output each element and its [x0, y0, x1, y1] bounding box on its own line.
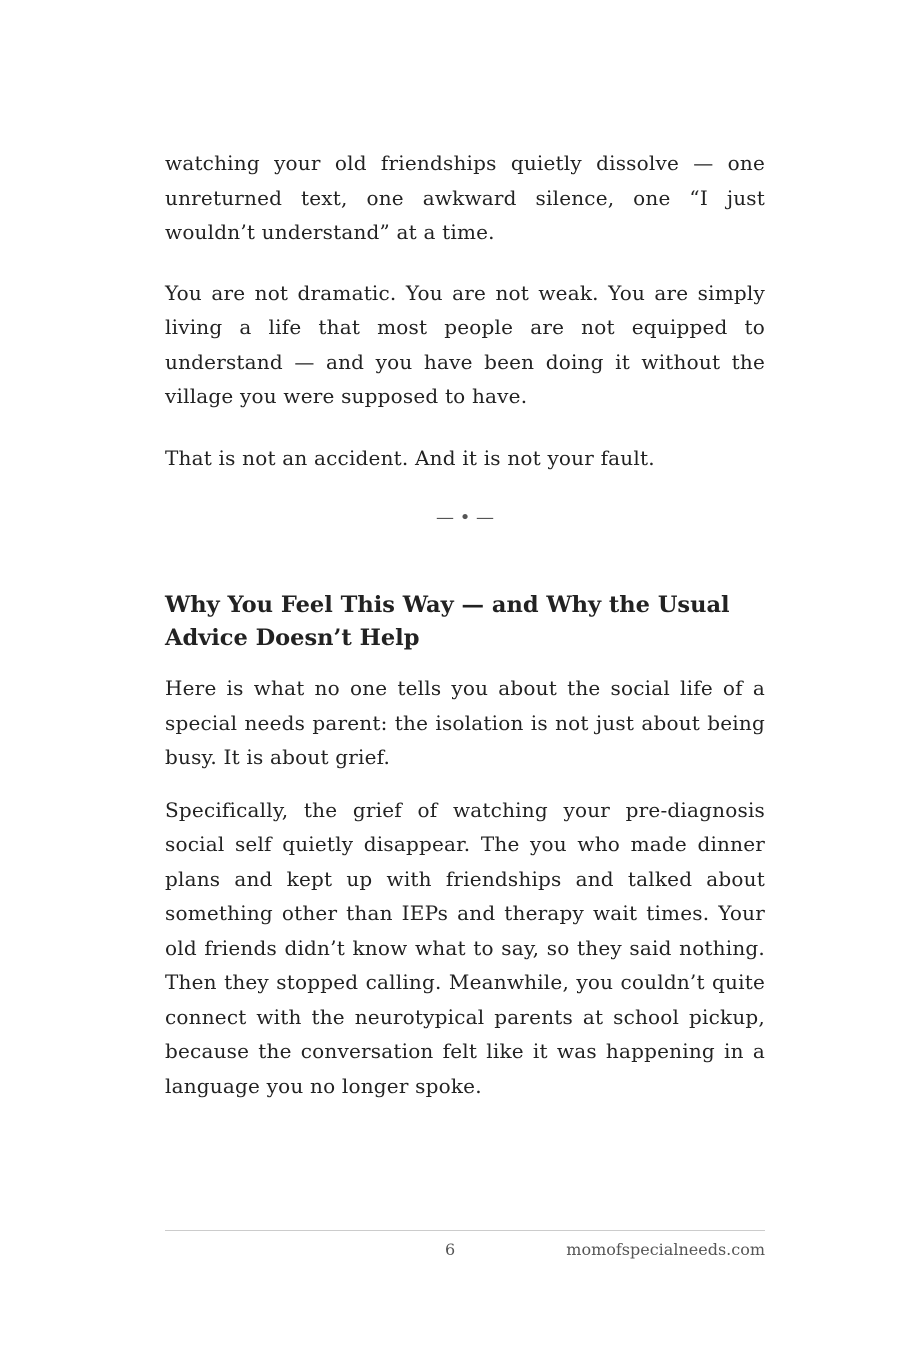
section-paragraph: Specifically, the grief of watching your pre-diagnosis social self quietly disappear. The you who made dinner plans and kept up with friendships and talked about something other than IEPs and therapy wait times. Your old friends didn’t know what to say, so they said nothing. Then they stopped calling. Meanwhile, you couldn’t quite connect with the neurotypical parents at school pickup, because the conversation felt like it was happening in a language you no longer spoke.: [165, 797, 765, 1098]
section-heading: Why You Feel This Way — and Why the Usual Advice Doesn’t Help: [165, 592, 730, 651]
body-paragraph: You are not dramatic. You are not weak. You are simply living a life that most people are not equipped to understand — and you have been doing it without the village you were supposed to have.: [165, 280, 765, 408]
body-paragraph: That is not an accident. And it is not your fault.: [165, 445, 655, 470]
page-number: 6: [445, 1240, 456, 1259]
body-paragraph: watching your old friendships quietly dissolve — one unreturned text, one awkward silence, one “I just wouldn’t understand” at a time.: [165, 151, 765, 244]
page-content: [165, 146, 765, 1103]
footer-site-url: momofspecialneeds.com: [566, 1240, 765, 1259]
page-footer: [165, 1230, 765, 1259]
section-divider: — • —: [435, 507, 495, 528]
section-paragraph: Here is what no one tells you about the social life of a special needs parent: the isolation is not just about being busy. It is about grief.: [165, 676, 765, 769]
